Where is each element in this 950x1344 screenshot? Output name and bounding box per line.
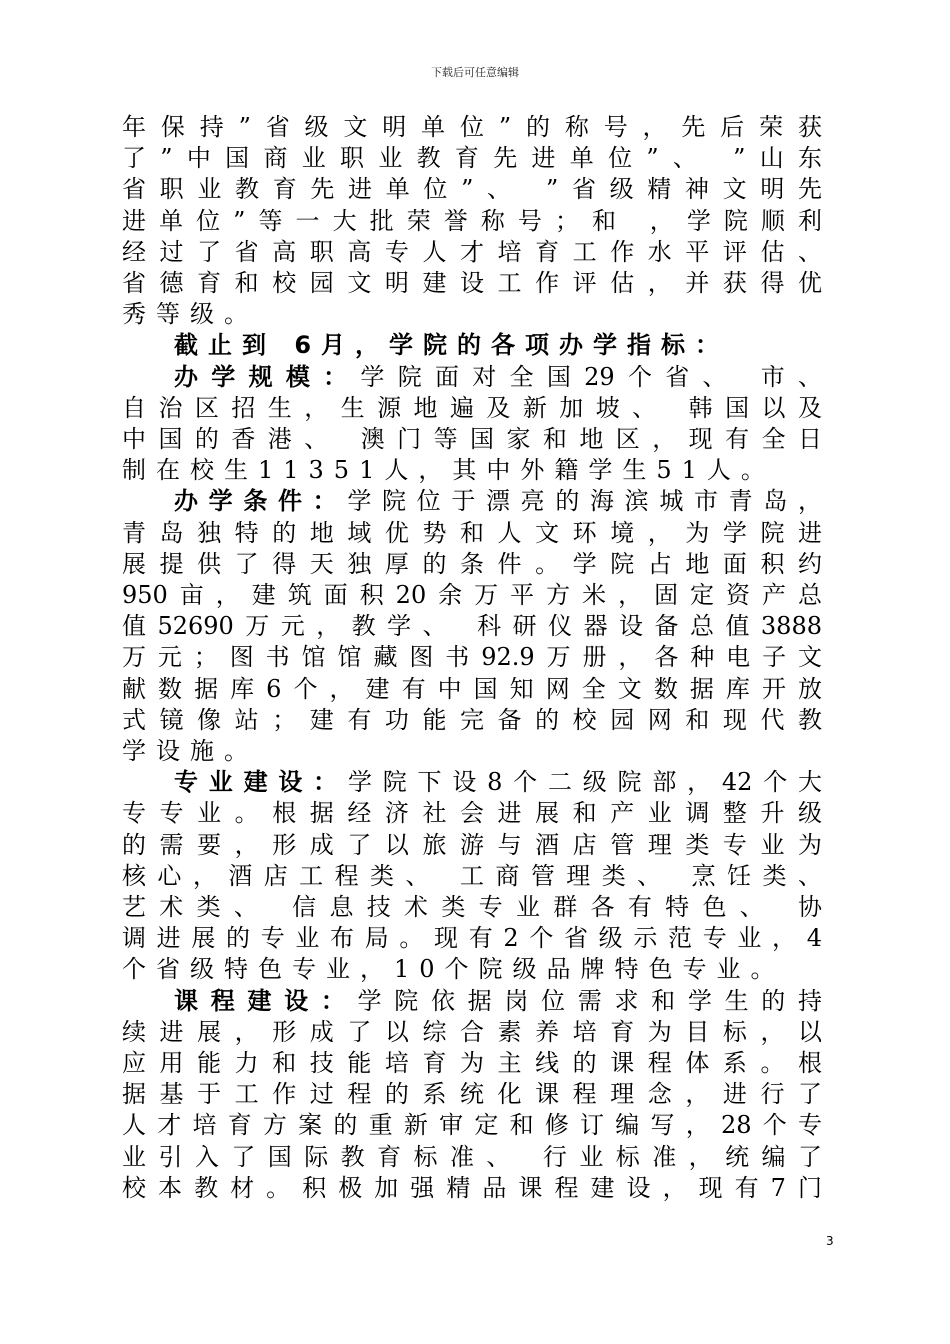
- line-text: 应用能力和技能培育为主线的课程体系。根: [122, 1049, 822, 1077]
- line-text: 续进展，形成了以综合素养培育为目标，以: [122, 1017, 822, 1046]
- line-text: 式镜像站；建有功能完备的校园网和现代教: [122, 705, 822, 734]
- text-line: [122, 923, 822, 954]
- line-text: 青岛独特的地域优势和人文环境，为学院进: [122, 518, 822, 547]
- text-line: [122, 892, 822, 923]
- line-text: 人才培育方案的重新审定和修订编写，28个专: [122, 1111, 822, 1140]
- line-text: 年保持”省级文明单位”的称号，先后荣获: [122, 113, 822, 141]
- text-line: [122, 237, 822, 268]
- line-text: 值52690万元，教学、 科研仪器设备总值3888: [122, 612, 822, 641]
- text-line: [122, 1173, 822, 1204]
- line-text: 据基于工作过程的系统化课程理念，进行了: [122, 1080, 822, 1109]
- line-text: 950亩，建筑面积20余万平方米，固定资产总: [122, 581, 822, 609]
- line-text: 制在校生11351人，其中外籍学生51人。: [122, 456, 775, 485]
- text-line: [122, 611, 822, 642]
- text-line: [122, 549, 822, 580]
- line-text: 省职业教育先进单位”、 ”省级精神文明先: [122, 175, 822, 204]
- text-line: [122, 174, 822, 205]
- text-line: [122, 1142, 822, 1173]
- line-text: 学院下设8个二级院部，42个大: [347, 768, 823, 797]
- page-number: 3: [826, 1234, 834, 1248]
- line-text: 学院依据岗位需求和学生的持: [357, 986, 823, 1015]
- line-text: 核心，酒店工程类、 工商管理类、 烹饪类、: [122, 861, 822, 890]
- paragraph-heading-line: [174, 767, 822, 798]
- line-text: 自治区招生，生源地遍及新加坡、 韩国以及: [122, 393, 822, 422]
- paragraph-heading-line: [174, 986, 822, 1017]
- line-text: 中国的香港、 澳门等国家和地区，现有全日: [122, 425, 822, 453]
- text-line: [122, 954, 822, 985]
- text-line: [122, 580, 822, 611]
- page-header: 下载后可任意编辑: [431, 66, 519, 79]
- line-text: 了”中国商业职业教育先进单位”、 ”山东: [122, 144, 822, 173]
- bold-heading: 课程建设：: [174, 986, 358, 1015]
- line-text: 秀等级。: [122, 300, 258, 329]
- text-line: [122, 143, 822, 174]
- text-line: [122, 112, 822, 143]
- line-text: 万元；图书馆馆藏图书92.9万册，各种电子文: [122, 643, 822, 672]
- line-text: 进单位”等一大批荣誉称号；和 ，学院顺利: [122, 206, 822, 235]
- text-line: [122, 518, 822, 549]
- text-line: [122, 861, 822, 892]
- text-line: [122, 268, 822, 299]
- text-line: [122, 393, 822, 424]
- line-text: 艺术类、 信息技术类专业群各有特色、 协: [122, 893, 822, 921]
- line-text: 经过了省高职高专人才培育工作水平评估、: [122, 237, 822, 266]
- text-line: [122, 674, 822, 705]
- line-text: 学院位于漂亮的海滨城市青岛，: [347, 487, 823, 516]
- line-text: 调进展的专业布局。现有2个省级示范专业，4: [122, 924, 822, 953]
- text-line: [122, 1048, 822, 1079]
- text-line: [122, 206, 822, 237]
- line-text: 学院面对全国29个省、 市、: [360, 362, 822, 391]
- text-line: [122, 1017, 822, 1048]
- text-line: [122, 736, 822, 767]
- text-line: [122, 642, 822, 673]
- line-text: 省德育和校园文明建设工作评估，并获得优: [122, 269, 822, 297]
- text-line: [122, 299, 822, 330]
- line-text: 个省级特色专业，10个院级品牌特色专业。: [122, 955, 785, 984]
- line-text: 专专业。根据经济社会进展和产业调整升级: [122, 799, 822, 828]
- bold-heading: 办学规模：: [174, 362, 361, 391]
- text-line: [122, 455, 822, 486]
- text-line: [122, 830, 822, 861]
- text-line: [122, 1110, 822, 1141]
- line-text: 学设施。: [122, 737, 258, 765]
- line-text: 献数据库6个，建有中国知网全文数据库开放: [122, 674, 822, 703]
- paragraph-heading-line: [174, 330, 822, 361]
- line-text: 校本教材。积极加强精品课程建设，现有7门: [122, 1173, 822, 1202]
- bold-heading: 专业建设：: [174, 768, 348, 797]
- line-text: 的需要，形成了以旅游与酒店管理类专业为: [122, 830, 822, 859]
- line-text: 业引入了国际教育标准、 行业标准，统编了: [122, 1142, 822, 1171]
- text-line: [122, 798, 822, 829]
- line-text: 展提供了得天独厚的条件。学院占地面积约: [122, 549, 822, 578]
- paragraph-heading-line: [174, 362, 822, 393]
- paragraph-heading-line: [174, 486, 822, 517]
- bold-heading: 办学条件：: [174, 487, 348, 516]
- text-line: [122, 705, 822, 736]
- text-line: [122, 1079, 822, 1110]
- text-line: [122, 424, 822, 455]
- bold-heading: 截止到 6月，学院的各项办学指标：: [174, 331, 730, 360]
